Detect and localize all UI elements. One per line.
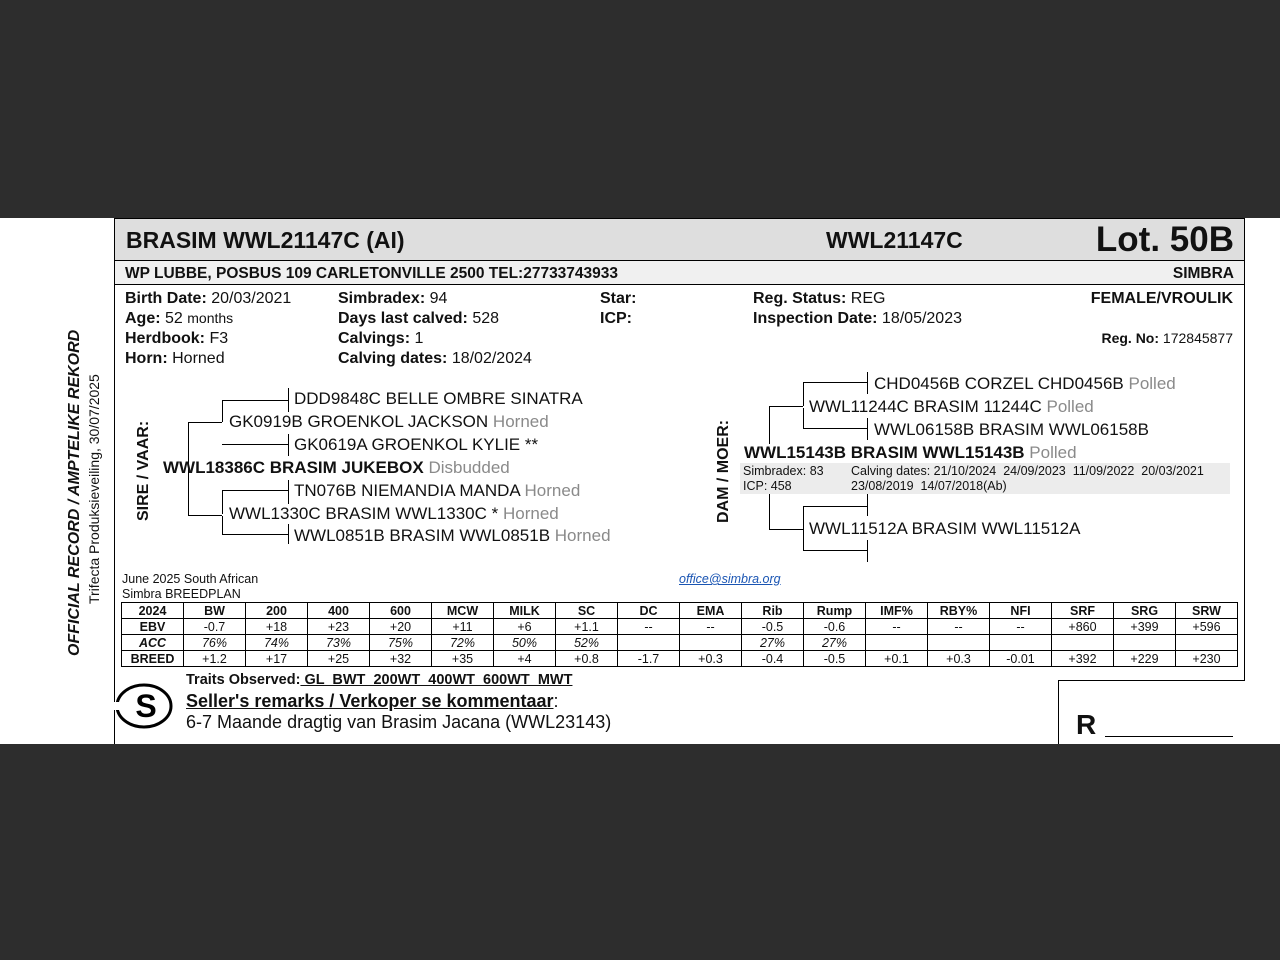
dam-name-value: WWL15143B BRASIM WWL15143B [744, 443, 1025, 462]
dam-dam: WWL11512A BRASIM WWL11512A [809, 519, 1081, 538]
ebv-col-header: 400 [308, 603, 370, 619]
ebv-cell [1052, 635, 1114, 651]
ebv-cell: +4 [494, 651, 556, 667]
ebv-row-header: ACC [122, 635, 184, 651]
ebv-body [122, 619, 1238, 667]
ebv-col-header: RBY% [928, 603, 990, 619]
sire-sire [229, 412, 549, 432]
sire-dam [229, 504, 559, 524]
ebv-col-header: Rump [804, 603, 866, 619]
calvings [338, 330, 423, 348]
breeder-bar [114, 260, 1245, 285]
animal-id: WWL21147C [826, 227, 963, 253]
ebv-cell: +596 [1176, 619, 1238, 635]
herdbook [125, 330, 228, 348]
reg-no-value: 172845877 [1162, 330, 1233, 346]
birth-date-value: 20/03/2021 [211, 290, 292, 307]
ebv-col-header: SRG [1114, 603, 1176, 619]
sire-dam-horn: Horned [502, 504, 559, 523]
ebv-cell: +1.2 [184, 651, 246, 667]
days-last-calved-value: 528 [472, 310, 500, 327]
ebv-col-header: 200 [246, 603, 308, 619]
ebv-col-header: MILK [494, 603, 556, 619]
ebv-cell: 76% [184, 635, 246, 651]
sire-sire-name: GK0919B GROENKOL JACKSON [229, 412, 489, 431]
calving-dates-label: Calving dates: [338, 350, 448, 367]
ebv-cell: +1.1 [556, 619, 618, 635]
ebv-cell: +0.8 [556, 651, 618, 667]
reg-status [753, 290, 885, 308]
dam-tree-line [803, 550, 867, 551]
ebv-cell: +860 [1052, 619, 1114, 635]
sire-dam-sire [294, 481, 580, 501]
ebv-year-header: 2024 [122, 603, 184, 619]
ebv-cell: +0.3 [928, 651, 990, 667]
ebv-col-header: Rib [742, 603, 804, 619]
ebv-table [121, 602, 1238, 667]
dam-tree-line [769, 406, 803, 407]
ebv-row-header: EBV [122, 619, 184, 635]
reg-no [1101, 330, 1233, 346]
ebv-cell: 74% [246, 635, 308, 651]
calvings-label: Calvings: [338, 330, 411, 347]
sex: FEMALE/VROULIK [1090, 290, 1233, 307]
dam-sire-name: WWL11244C BRASIM 11244C [809, 397, 1042, 416]
frame-bottom [1058, 680, 1245, 681]
sire-name-value: WWL18386C BRASIM JUKEBOX [163, 458, 424, 477]
sire-dam-sire-horn: Horned [524, 481, 581, 500]
horn-value: Horned [172, 350, 225, 367]
icp-label: ICP: [600, 310, 632, 327]
ebv-cell: 75% [370, 635, 432, 651]
ebv-cell: -0.7 [184, 619, 246, 635]
lot-number: Lot. 50B [1095, 220, 1234, 259]
ebv-cell: +17 [246, 651, 308, 667]
days-last-calved [338, 310, 499, 328]
traits-label: Traits Observed: [186, 672, 301, 688]
breeder-address: WP LUBBE, POSBUS 109 CARLETONVILLE 2500 TEL:27733743933 [125, 265, 619, 282]
email-link[interactable]: office@simbra.org [679, 572, 781, 586]
dam-tree-line [867, 494, 868, 516]
sire-tree-line [288, 388, 289, 412]
dam-tree-line [803, 506, 867, 507]
price-input-line[interactable] [1105, 736, 1233, 737]
sire-sire-horn: Horned [492, 412, 549, 431]
dam-tree-line [803, 428, 867, 429]
herdbook-label: Herdbook: [125, 330, 205, 347]
remarks-heading [186, 691, 559, 712]
ebv-cell: +392 [1052, 651, 1114, 667]
ebv-cell: +20 [370, 619, 432, 635]
ebv-cell: +18 [246, 619, 308, 635]
sire-tree-line [222, 400, 288, 401]
frame-left [114, 285, 115, 744]
breedplan-line-1: June 2025 South African [122, 572, 259, 586]
simbradex [338, 290, 447, 308]
ebv-cell: +230 [1176, 651, 1238, 667]
sire-tree-line [222, 444, 288, 445]
sire-dam-name: WWL1330C BRASIM WWL1330C * [229, 504, 499, 523]
ebv-col-header: BW [184, 603, 246, 619]
ebv-col-header: SRF [1052, 603, 1114, 619]
price-prefix: R [1076, 709, 1097, 740]
remarks-colon: : [553, 691, 559, 711]
sire-sire-dam: GK0619A GROENKOL KYLIE ** [294, 435, 539, 454]
ebv-header-row [122, 603, 1238, 619]
herdbook-value: F3 [209, 330, 229, 347]
sire-sire-sire: DDD9848C BELLE OMBRE SINATRA [294, 389, 583, 408]
ebv-cell: -- [866, 619, 928, 635]
days-last-calved-label: Days last calved: [338, 310, 468, 327]
ebv-cell: -0.4 [742, 651, 804, 667]
dam-tree-line [867, 372, 868, 394]
ebv-cell: -- [618, 619, 680, 635]
calving-dates-value: 18/02/2024 [451, 350, 532, 367]
dam-tree-line [803, 382, 867, 383]
reg-status-value: REG [850, 290, 886, 307]
ebv-col-header: SC [556, 603, 618, 619]
frame-price-box [1058, 680, 1059, 744]
ebv-cell: +23 [308, 619, 370, 635]
sire-tree-line [222, 490, 223, 514]
sire-dam-dam-horn: Horned [554, 526, 611, 545]
table-row [122, 619, 1238, 635]
sire-tree-line [222, 490, 288, 491]
animal-name: BRASIM WWL21147C (AI) [126, 227, 405, 253]
ebv-row-header: BREED [122, 651, 184, 667]
sire-tree-line [288, 524, 289, 544]
dam-name [744, 443, 1077, 463]
ebv-cell: -0.5 [804, 651, 866, 667]
frame-right [1244, 285, 1245, 680]
ebv-cell: 27% [804, 635, 866, 651]
breed-name: SIMBRA [1172, 265, 1234, 282]
age [125, 310, 233, 328]
ebv-col-header: EMA [680, 603, 742, 619]
sire-dam-dam-name: WWL0851B BRASIM WWL0851B [294, 526, 551, 545]
ebv-cell [866, 635, 928, 651]
sire-tree-line [222, 400, 223, 422]
ebv-cell: 52% [556, 635, 618, 651]
age-value: 52 [165, 310, 183, 327]
ebv-cell: +0.3 [680, 651, 742, 667]
reg-status-label: Reg. Status: [753, 290, 847, 307]
remarks-text: 6-7 Maande dragtig van Brasim Jacana (WWL23143) [186, 712, 612, 732]
ebv-cell: +229 [1114, 651, 1176, 667]
ebv-cell: +11 [432, 619, 494, 635]
sire-tree-line [222, 534, 288, 535]
ebv-col-header: NFI [990, 603, 1052, 619]
simbradex-value: 94 [429, 290, 448, 307]
ebv-cell: +0.1 [866, 651, 928, 667]
dam-sire-dam: WWL06158B BRASIM WWL06158B [874, 420, 1149, 439]
horn-label: Horn: [125, 350, 168, 367]
dam-horn: Polled [1029, 443, 1077, 462]
ebv-cell [1176, 635, 1238, 651]
age-label: Age: [125, 310, 161, 327]
ebv-cell: -- [680, 619, 742, 635]
dam-tree-line [867, 540, 868, 562]
ebv-cell: +35 [432, 651, 494, 667]
dam-calving-dates-1: Calving dates: 21/10/2024 24/09/2023 11/09/2022 20/03/2021 [851, 464, 1204, 478]
traits-value: GL BWT 200WT 400WT 600WT MWT [300, 672, 573, 688]
dam-calving-dates-2: 23/08/2019 14/07/2018(Ab) [851, 479, 1007, 493]
ebv-cell: 72% [432, 635, 494, 651]
sire-tree-line [222, 516, 223, 534]
reg-no-label: Reg. No: [1101, 330, 1160, 346]
sire-dam-dam [294, 526, 611, 546]
birth-date-label: Birth Date: [125, 290, 207, 307]
breedplan-line-2: Simbra BREEDPLAN [122, 587, 241, 601]
dam-tree-line [769, 494, 770, 530]
dam-tree-line [769, 406, 770, 444]
sire-dam-sire-name: TN076B NIEMANDIA MANDA [294, 481, 520, 500]
ebv-cell [1114, 635, 1176, 651]
birth-date [125, 290, 291, 308]
ebv-cell: -0.5 [742, 619, 804, 635]
ebv-cell: 27% [742, 635, 804, 651]
age-unit: months [187, 310, 234, 326]
inspection-date-label: Inspection Date: [753, 310, 878, 327]
ebv-cell [990, 635, 1052, 651]
traits-observed [186, 672, 572, 688]
dam-tree-line [803, 408, 804, 428]
table-row [122, 635, 1238, 651]
title-bar [114, 218, 1245, 260]
dam-tree-line [769, 529, 803, 530]
calving-dates [338, 350, 532, 368]
simbra-logo-icon [114, 680, 176, 730]
ebv-cell [618, 635, 680, 651]
dam-icp: ICP: 458 [743, 479, 792, 493]
ebv-cell: +25 [308, 651, 370, 667]
lot-card [0, 218, 1280, 744]
ebv-cell: -- [990, 619, 1052, 635]
sire-horn: Disbudded [428, 458, 510, 477]
ebv-col-header: SRW [1176, 603, 1238, 619]
dam-sire-sire-horn: Polled [1128, 374, 1176, 393]
table-row [122, 651, 1238, 667]
sale-name-label: Trifecta Produksieveiling, 30/07/2025 [86, 374, 102, 604]
ebv-cell: 73% [308, 635, 370, 651]
dam-sire-horn: Polled [1046, 397, 1094, 416]
dam-tree-line [803, 506, 804, 550]
dam-sire-sire [874, 374, 1176, 394]
ebv-cell: 50% [494, 635, 556, 651]
inspection-date [753, 310, 962, 328]
sire-tree-line [288, 480, 289, 504]
ebv-cell: -0.6 [804, 619, 866, 635]
dam-simbradex: Simbradex: 83 [743, 464, 824, 478]
ebv-col-header: IMF% [866, 603, 928, 619]
dam-tree-line [803, 382, 804, 406]
simbradex-label: Simbradex: [338, 290, 426, 307]
official-record-label: OFFICIAL RECORD / AMPTELIKE REKORD [66, 329, 83, 656]
dam-sire-sire-name: CHD0456B CORZEL CHD0456B [874, 374, 1124, 393]
sire-name [163, 458, 510, 478]
sire-label: SIRE / VAAR: [135, 420, 152, 521]
ebv-cell: +6 [494, 619, 556, 635]
ebv-col-header: 600 [370, 603, 432, 619]
sire-tree-line [288, 434, 289, 456]
calvings-value: 1 [414, 330, 424, 347]
dam-tree-line [867, 418, 868, 440]
ebv-cell: +399 [1114, 619, 1176, 635]
ebv-cell: -0.01 [990, 651, 1052, 667]
logo-letter: S [135, 688, 157, 724]
sire-tree-line [188, 422, 222, 423]
star-label: Star: [600, 290, 637, 307]
dam-label: DAM / MOER: [715, 419, 732, 523]
sire-tree-line [188, 515, 222, 516]
horn [125, 350, 225, 368]
ebv-col-header: DC [618, 603, 680, 619]
inspection-date-value: 18/05/2023 [881, 310, 962, 327]
dam-sire [809, 397, 1094, 417]
ebv-cell: -- [928, 619, 990, 635]
ebv-cell [928, 635, 990, 651]
ebv-cell [680, 635, 742, 651]
remarks-label: Seller's remarks / Verkoper se kommentaar [186, 691, 554, 711]
ebv-cell: +32 [370, 651, 432, 667]
ebv-col-header: MCW [432, 603, 494, 619]
ebv-cell: -1.7 [618, 651, 680, 667]
